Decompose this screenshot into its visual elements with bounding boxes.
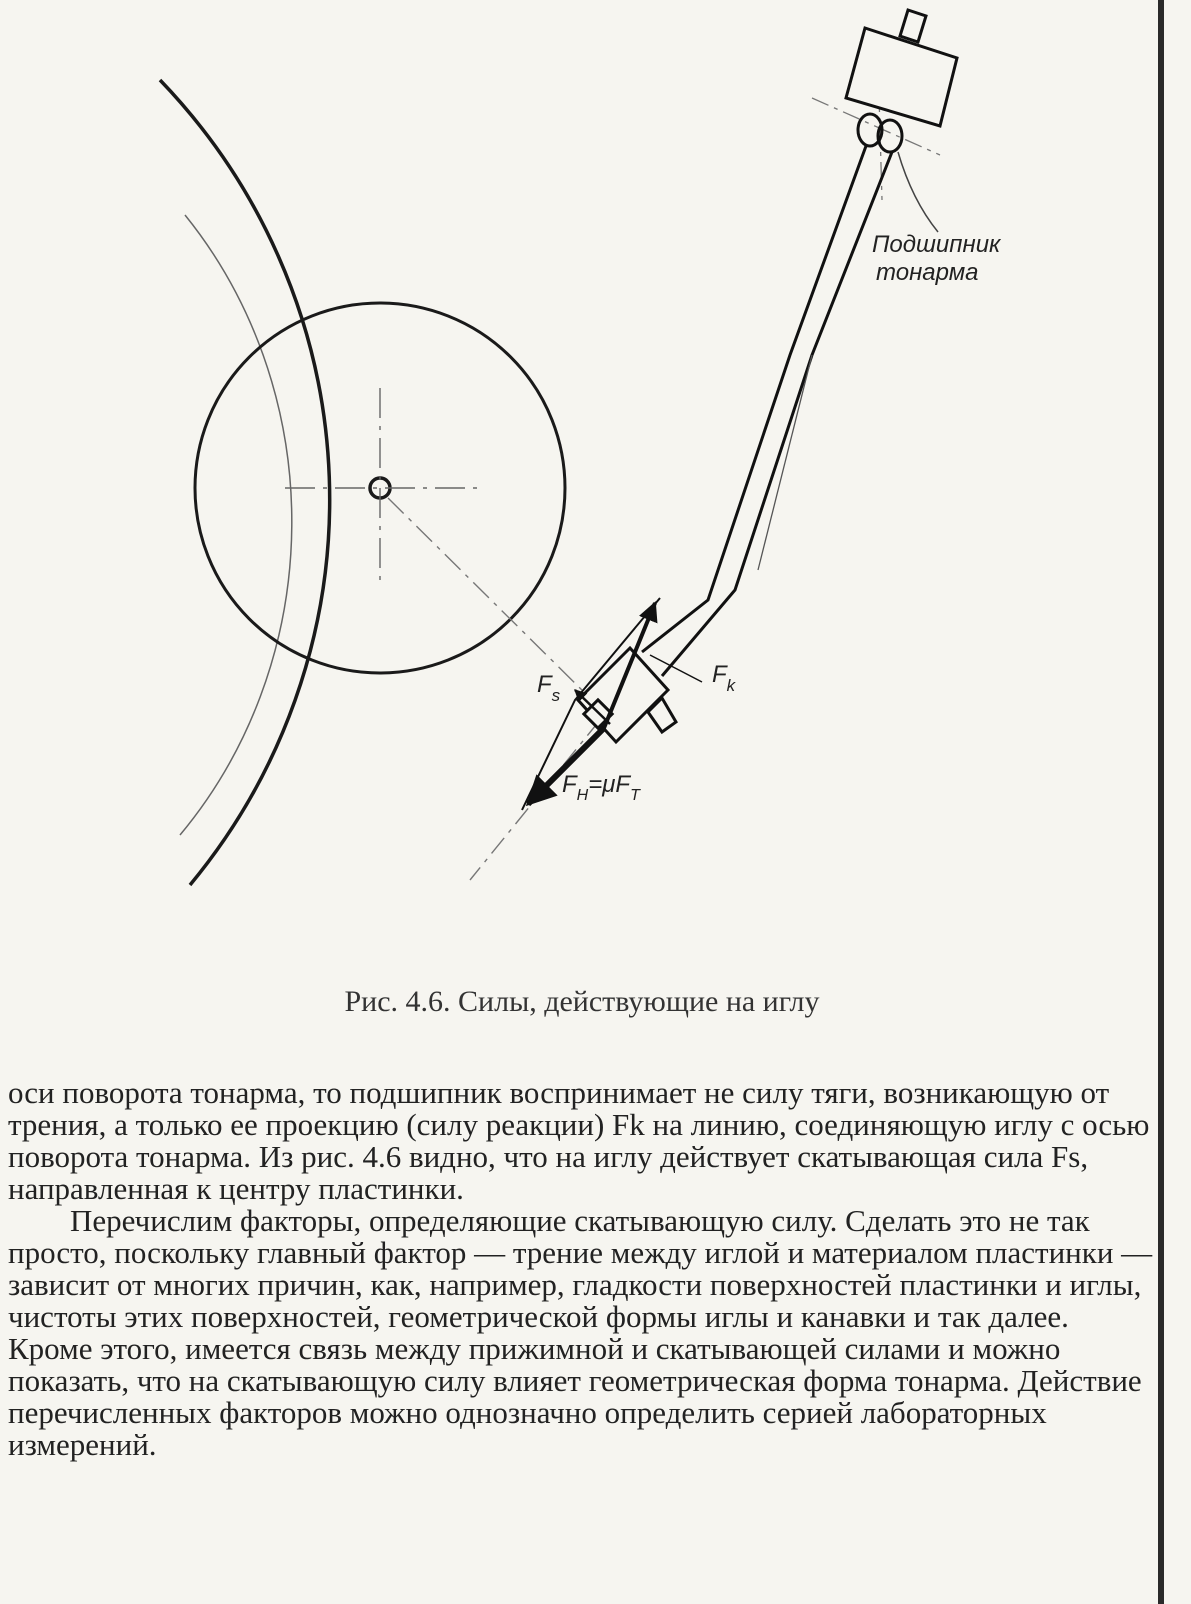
record-arcs [160,80,565,885]
tonearm-tube [642,146,892,676]
figure-caption: Рис. 4.6. Силы, действующие на иглу [344,985,820,1018]
scan-edge [1158,0,1164,1604]
bearing-label-line2: тонарма [876,259,979,286]
paragraph-1: оси поворота тонарма, то подшипник воспринимает не силу тяги, возникающую от трения, а только ее проекцию (силу реакции) Fk на линию, соединяющую иглу с осью поворота тонарма. Из рис. 4.6 видно, что на иглу действует скатывающая сила Fs, направленная к центру пластинки. [8,1075,1150,1206]
body-text [8,1077,1158,1461]
fh-label: $F_H=\mu F_T$ [562,771,640,804]
outer-record-edge [160,80,330,885]
fs-label: $F_s$ [537,671,561,705]
bearing-leader-line [898,152,938,232]
fk-label: $F_k$ [712,661,736,695]
middle-groove-arc [180,215,292,835]
tonearm-counterweight [846,10,957,126]
bearing-label-line1: Подшипник [872,231,1001,258]
paragraph-2: Перечислим факторы, определяющие скатывающую силу. Сделать это не так просто, поскольку главный фактор — трение между иглой и материалом пластинки — зависит от многих причин, как, например, гладкости поверхностей пластинки и иглы, чистоты этих поверхностей, геометрической формы иглы и канавки и так далее. Кроме этого, имеется связь между прижимной и скатывающей силами и можно показать, что на скатывающую силу влияет геометрическая форма тонарма. Действие перечисленных факторов можно однозначно определить серией лабораторных измерений. [8,1203,1153,1462]
